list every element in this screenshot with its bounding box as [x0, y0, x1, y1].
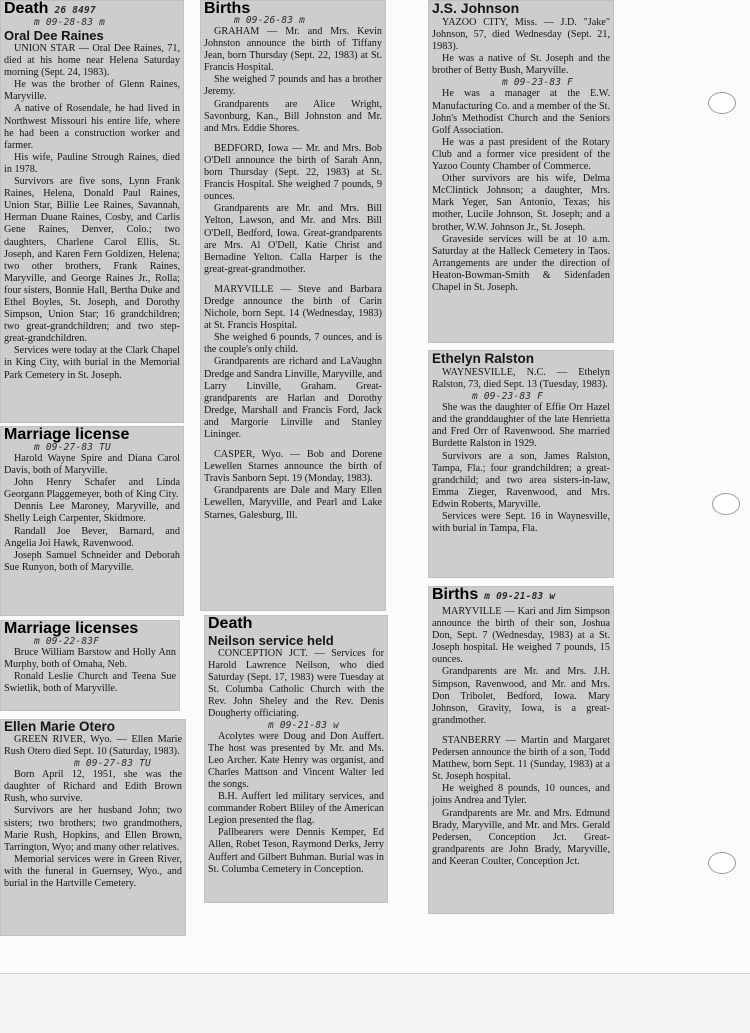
- binder-hole: [708, 852, 736, 874]
- death-header: Death: [208, 615, 253, 632]
- paragraph: Survivors are her husband John; two sisters; two brothers; two grandmothers, Marie Rush, Hopkins, and Ellen Brown, Tarrington, Wyo; and many other relatives.: [4, 805, 182, 853]
- paragraph: Randall Joe Bever, Barnard, and Angelia Joi Hawk, Ravenwood.: [4, 525, 180, 549]
- marriage-license-clipping: [0, 426, 184, 616]
- handwritten-date: m 09-21-83 w: [268, 719, 340, 731]
- paragraph: GRAHAM — Mr. and Mrs. Kevin Johnston announce the birth of Tiffany Jean, born Thursday (Sept. 22, 1983) at St. Francis Hospital.: [204, 26, 382, 74]
- paragraph: John Henry Schafer and Linda Georgann Plaggemeyer, both of King City.: [4, 477, 180, 501]
- births-clipping: [200, 0, 386, 611]
- paragraph: Grandparents are Mr. and Mrs. Bill Yelton, Lawson, and Mr. and Mrs. Bill O'Dell, Bedford, Iowa. Great-grandparents are Mrs. Al O'Dell, Katie Christ and Bernadine Yelton. Calla Harper is the great-great-grandmother.: [204, 203, 382, 275]
- binder-hole: [712, 493, 740, 515]
- paragraph: WAYNESVILLE, N.C. — Ethelyn Ralston, 73, died Sept. 13 (Tuesday, 1983).: [432, 367, 610, 391]
- obituary-title: Neilson service held: [208, 633, 334, 648]
- paragraph: He was the brother of Glenn Raines, Maryville.: [4, 79, 180, 103]
- paragraph: Dennis Lee Maroney, Maryville, and Shelly Leigh Carpenter, Skidmore.: [4, 501, 180, 525]
- paragraph: He was a manager at the E.W. Manufacturing Co. and a member of the St. John's Methodist Church and the Seniors Golf Association.: [432, 88, 610, 136]
- paragraph: Pallbearers were Dennis Kemper, Ed Allen, Robet Teson, Raymond Derks, Jerry Auffert and Gilbert Buhman. Burial was in St. Columba Cemetery in Conception.: [208, 827, 384, 875]
- death-header: Death 26 8497: [4, 0, 180, 20]
- paragraph: Grandparents are Mr. and Mrs. Edmund Brady, Maryville, and Mr. and Mrs. Gerald Pedersen, Conception Jct. Great-grandparents are John Brady, Maryville, and Keeran Coulter, Conception Jct.: [432, 807, 610, 867]
- paragraph: Born April 12, 1951, she was the daughter of Richard and Edith Brown Rush, who survive.: [4, 769, 182, 805]
- handwritten-note: 26 8497: [54, 5, 96, 16]
- paragraph: Bruce William Barstow and Holly Ann Murphy, both of Omaha, Neb.: [4, 647, 176, 671]
- paragraph: He was a native of St. Joseph and the brother of Betty Bush, Maryville.: [432, 53, 610, 77]
- paragraph: Memorial services were in Green River, with the funeral in Guernsey, Wyo., and burial in the Hartville Cemetery.: [4, 853, 182, 890]
- paragraph: Graveside services will be at 10 a.m. Saturday at the Halleck Cemetery in Taos. Arrangements are under the direction of Heaton-Bowman-Smith & Sidenfaden Chapel in St. Joseph.: [432, 233, 610, 293]
- paragraph: He was a past president of the Rotary Club and a former vice president of the Yazoo County Chamber of Commerce.: [432, 136, 610, 173]
- births-clipping-2: [428, 586, 614, 914]
- paragraph: CASPER, Wyo. — Bob and Dorene Lewellen Starnes announce the birth of Travis Sanborn Sept. 19 (Monday, 1983).: [204, 449, 382, 485]
- raines-obituary-clipping: [0, 0, 184, 423]
- ralston-obituary-clipping: [428, 350, 614, 578]
- paragraph: Grandparents are Mr. and Mrs. J.H. Simpson, Ravenwood, and Mr. and Mrs. Don Tribolet, Bedford, Iowa. Mary Johnson, Gravity, Iowa, is a great-grandmother.: [432, 666, 610, 726]
- handwritten-date: m 09-21-83 w: [484, 591, 556, 602]
- paragraph: He weighed 8 pounds, 10 ounces, and joins Andrea and Tyler.: [432, 783, 610, 807]
- handwritten-date: m 09-23-83 F: [472, 391, 544, 403]
- paragraph: MARYVILLE — Kari and Jim Simpson announce the birth of their son, Joshua Don, Sept. 7 (Wednesday, 1983) at a St. Joseph hospital. He weighed 7 pounds, 15 ounces.: [432, 606, 610, 666]
- obituary-title: J.S. Johnson: [432, 0, 520, 16]
- paragraph: Grandparents are richard and LaVaughn Dredge and Sandra Linville, Maryville, and Larry Linville, Graham. Great-grandparents are Harlan and Dorothy Dredge, Marshall and Francis Ford, Jack and Margorie Linville and Stanley Lininger.: [204, 356, 382, 440]
- marriage-license-header: Marriage license: [4, 426, 130, 443]
- paragraph: She weighed 7 pounds and has a brother Jeremy.: [204, 74, 382, 98]
- births-header: Births: [204, 0, 251, 17]
- paragraph: Other survivors are his wife, Delma McClintick Johnson; a daughter, Mrs. Mark Yeger, San Antonio, Texas; his mother, Lucile Johnson, St. Joseph; and a brother, W.W. Johnson Jr., St. Joseph.: [432, 173, 610, 233]
- paragraph: Joseph Samuel Schneider and Deborah Sue Runyon, both of Maryville.: [4, 549, 180, 573]
- neilson-obituary-clipping: [204, 615, 388, 903]
- paragraph: She weighed 6 pounds, 7 ounces, and is the couple's only child.: [204, 332, 382, 356]
- handwritten-date: m 09-26-83 m: [234, 15, 306, 26]
- paragraph: Ronald Leslie Church and Teena Sue Swietlik, both of Maryville.: [4, 671, 176, 695]
- paragraph: MARYVILLE — Steve and Barbara Dredge announce the birth of Carin Nichole, born Sept. 14 (Wednesday, 1983) at St. Francis Hospital.: [204, 283, 382, 332]
- paragraph: Services were Sept. 16 in Waynesville, with burial in Tampa, Fla.: [432, 511, 610, 535]
- paragraph: She was the daughter of Effie Orr Hazel and the granddaughter of the late Henrietta and Fred Orr of Ravenwood. She married Burdette Ralston in 1929.: [432, 402, 610, 450]
- paragraph: GREEN RIVER, Wyo. — Ellen Marie Rush Otero died Sept. 10 (Saturday, 1983).: [4, 734, 182, 758]
- paragraph: Grandparents are Dale and Mary Ellen Lewellen, Maryville, and Pearl and Lake Starnes, Galesburg, Ill.: [204, 485, 382, 521]
- marriage-licenses-header: Marriage licenses: [4, 620, 139, 637]
- paragraph: CONCEPTION JCT. — Services for Harold Lawrence Neilson, who died Saturday (Sept. 17, 1983) were Tuesday at St. Columba Catholic Church with the Rev. John Sheley and the Rev. Denis Dougherty officiating.: [208, 648, 384, 720]
- obituary-title: Ellen Marie Otero: [4, 719, 116, 734]
- obituary-title: Oral Dee Raines: [4, 28, 104, 43]
- paragraph: Grandparents are Alice Wright, Savonburg, Kan., Bill Johnston and Mr. and Mrs. Eddie Shores.: [204, 98, 382, 134]
- marriage-licenses-clipping: [0, 620, 180, 711]
- handwritten-date: m 09-23-83 F: [502, 77, 574, 89]
- paragraph: Survivors are five sons, Lynn Frank Raines, Helena, Donald Paul Raines, Union Star, Billie Lee Raines, Savannah, Herman Duane Raines, Cosby, and Carlis Gene Raines, Denver, Colo.; two daughters, Charlene Carol Ellis, St. Joseph, and Karen Fern Goldizen, Helena; two other brothers, Frank Raines, Maryville, and George Raines Jr., Rolla; four sisters, Bonnie Hall, Bertha Duke and Ethel Boyles, St. Joseph, and Dorothy Simpson, Union Star; 16 grandchildren; two great-grandchildren; and two step-great-grandchildren.: [4, 176, 180, 345]
- handwritten-date: m 09-22-83F: [34, 636, 100, 647]
- obituary-title: Ethelyn Ralston: [432, 351, 535, 366]
- otero-obituary-clipping: [0, 719, 186, 936]
- johnson-obituary-clipping: [428, 0, 614, 343]
- paragraph: UNION STAR — Oral Dee Raines, 71, died at his home near Helena Saturday morning (Sept. 24, 1983).: [4, 43, 180, 79]
- paragraph: Acolytes were Doug and Don Auffert. The host was presented by Mr. and Ms. Leo Archer. Kate Henry was organist, and Charles Mattson and Vincent Walter led the songs.: [208, 730, 384, 790]
- paragraph: YAZOO CITY, Miss. — J.D. "Jake" Johnson, 57, died Wednesday (Sept. 21, 1983).: [432, 17, 610, 53]
- binder-hole: [708, 92, 736, 114]
- paragraph: Survivors are a son, James Ralston, Tampa, Fla.; four grandchildren; a great-grandchild; and two area sisters-in-law, Emma Zieger, Ravenwood, and Mrs. Edwin Roberts, Maryville.: [432, 450, 610, 510]
- paragraph: BEDFORD, Iowa — Mr. and Mrs. Bob O'Dell announce the birth of Sarah Ann, born Thursday (Sept. 22, 1983) at St. Francis Hospital. She weighed 7 pounds, 9 ounces.: [204, 142, 382, 203]
- handwritten-date: m 09-28-83 m: [34, 17, 106, 28]
- handwritten-date: m 09-27-83 TU: [34, 442, 111, 453]
- paragraph: Harold Wayne Spire and Diana Carol Davis, both of Maryville.: [4, 453, 180, 477]
- paragraph: STANBERRY — Martin and Margaret Pedersen announce the birth of a son, Todd Matthew, born Sept. 11 (Sunday, 1983) at a St. Joseph hospital.: [432, 734, 610, 783]
- paragraph: B.H. Auffert led military services, and commander Robert Bliley of the American Legion presented the flag.: [208, 791, 384, 827]
- paragraph: Services were today at the Clark Chapel in King City, with burial in the Memorial Park Cemetery in St. Joseph.: [4, 345, 180, 381]
- paragraph: A native of Rosendale, he had lived in Northwest Missouri his entire life, where he had been a construction worker and farmer.: [4, 103, 180, 151]
- handwritten-date: m 09-27-83 TU: [74, 758, 151, 770]
- paragraph: His wife, Pauline Strough Raines, died in 1978.: [4, 151, 180, 175]
- births-header: Births m 09-21-83 w: [432, 586, 610, 606]
